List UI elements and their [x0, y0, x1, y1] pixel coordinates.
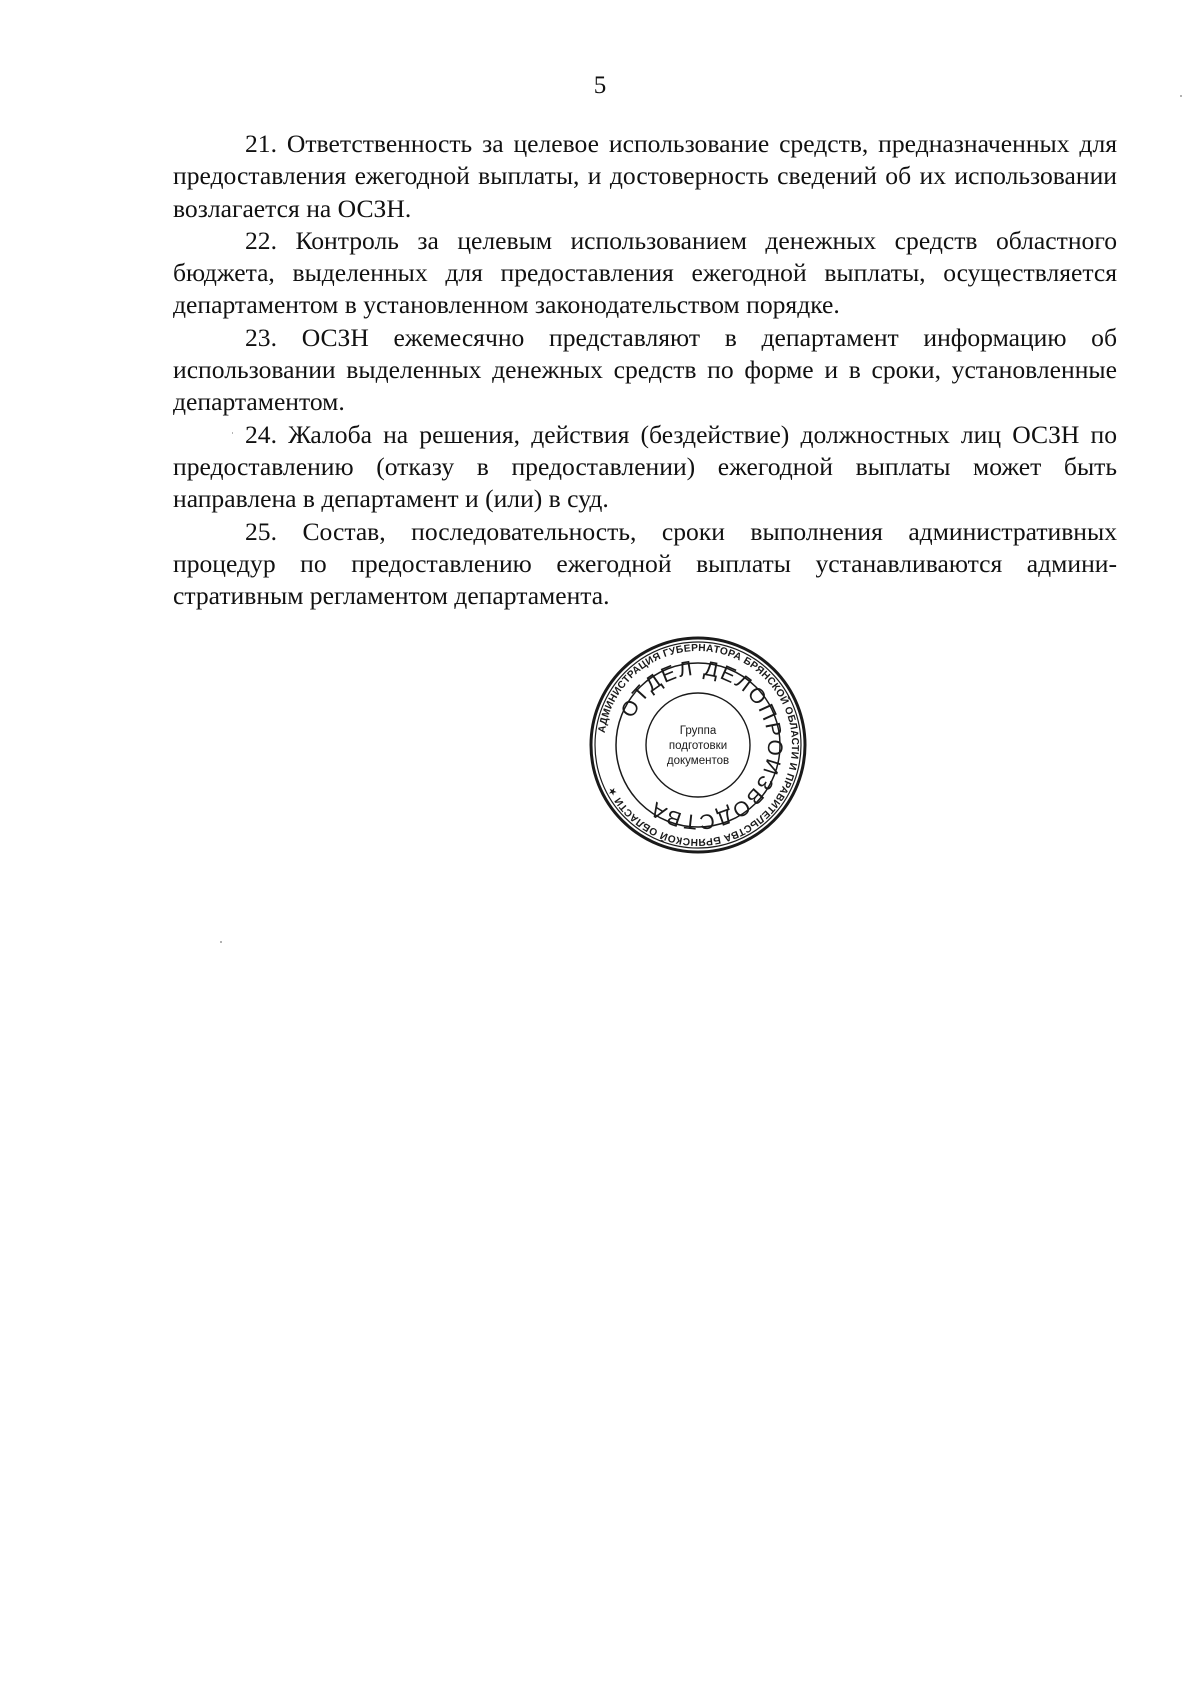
stamp-center-line-3: документов	[666, 755, 730, 767]
paragraph-24: 24. Жалоба на решения, действия (бездействие) должностных лиц ОСЗН по предоставлению (отказу в предоставлении) ежегодной выплаты может быть направлена в департамент и (или) в суд.	[173, 419, 1117, 514]
scan-speck	[220, 941, 222, 943]
paragraph-25: 25. Состав, последовательность, сроки выполнения административных процедур по предоставлению ежегодной выплаты устанавливаются административным регламентом департамента.	[173, 516, 1117, 611]
stamp-inner-ring-text: ОТДЕЛ ДЕЛОПРОИЗВОДСТВА	[616, 656, 787, 834]
document-body	[173, 128, 1117, 612]
paragraph-22: 22. Контроль за целевым использованием денежных средств областного бюджета, выделенных для предоставления ежегодной выплаты, осуществляется департаментом в установленном законодательством порядке.	[173, 225, 1117, 320]
stamp-outer-ring-text: АДМИНИСТРАЦИЯ ГУБЕРНАТОРА БРЯНСКОЙ ОБЛАСТИ И ПРАВИТЕЛЬСТВА БРЯНСКОЙ ОБЛАСТИ ★	[596, 642, 801, 848]
page-number: 5	[593, 72, 607, 99]
stamp-center-line-1: Группа	[679, 725, 717, 737]
stamp-center-line-2: подготовки	[668, 740, 728, 752]
paragraph-21: 21. Ответственность за целевое использование средств, предназначенных для предоставления ежегодной выплаты, и достоверность сведений об их использовании возлагается на ОСЗН.	[173, 129, 1117, 223]
scan-speck	[1180, 95, 1182, 97]
stamp-seal-icon	[589, 636, 807, 854]
scan-speck	[232, 432, 233, 434]
official-stamp	[589, 636, 807, 854]
paragraph-23: 23. ОСЗН ежемесячно представляют в департамент информацию об использовании выделенных денежных средств по форме и в сроки, установленные департаментом.	[173, 322, 1117, 417]
